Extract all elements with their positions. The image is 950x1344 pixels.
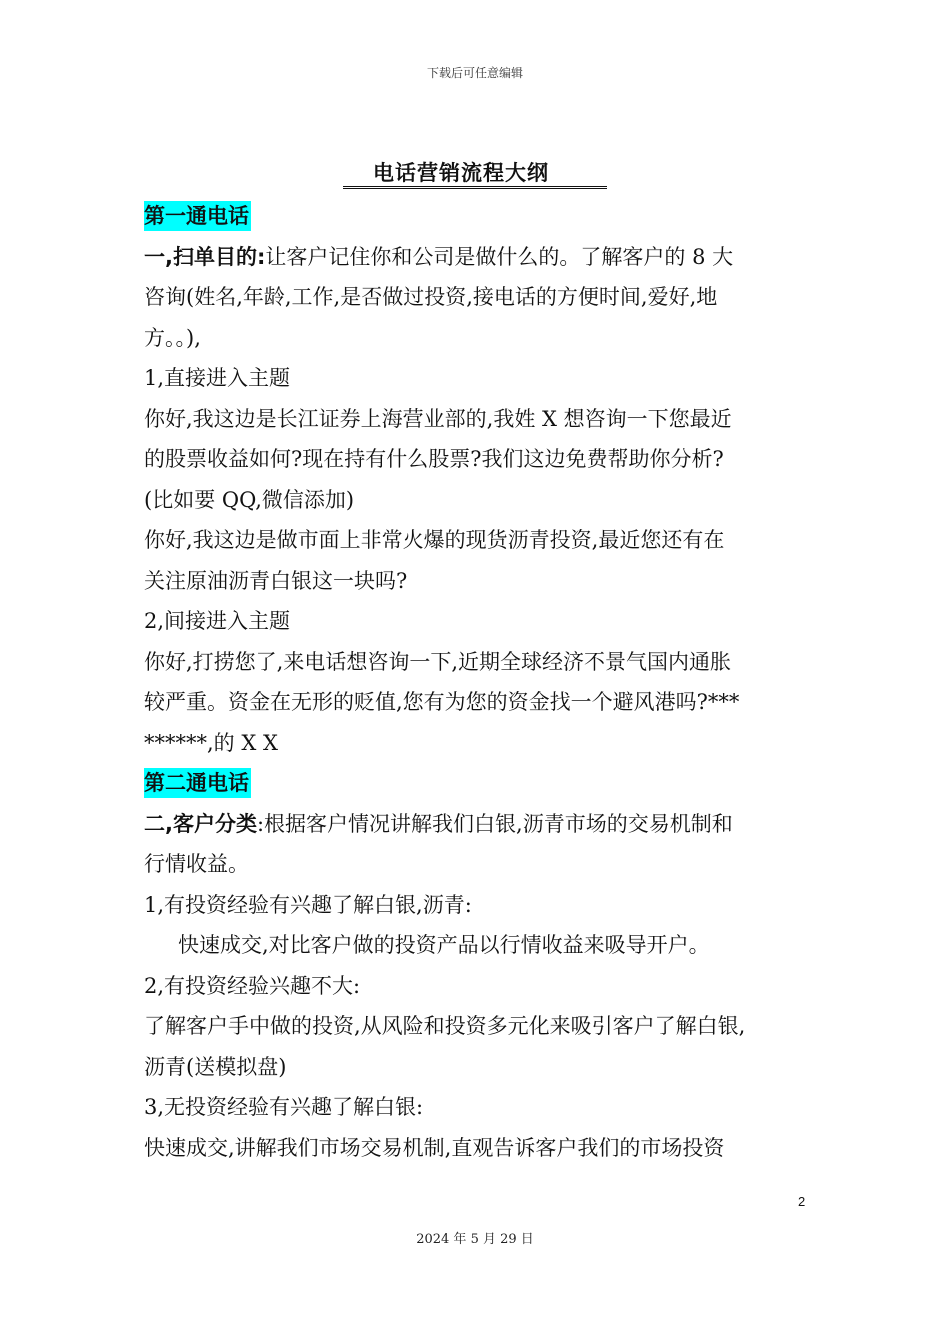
item-label: 一,扫单目的:: [144, 244, 266, 269]
paragraph-line: 方。。),: [144, 325, 201, 350]
subheading: 3,无投资经验有兴趣了解白银:: [144, 1095, 424, 1119]
paragraph-line: 了解客户手中做的投资,从风险和投资多元化来吸引客户了解白银,: [144, 1014, 746, 1038]
paragraph-line: [144, 237, 816, 278]
subheading: 1,有投资经验有兴趣了解白银,沥青:: [144, 892, 472, 917]
paragraph-line: 行情收益。: [144, 852, 249, 876]
item-text: 让客户记住你和公司是做什么的。了解客户的 8 大: [265, 244, 734, 269]
paragraph-line: 关注原油沥青白银这一块吗?: [144, 568, 408, 593]
document-title: 电话营销流程大纲: [343, 160, 607, 189]
page-footer-date: 2024 年 5 月 29 日: [416, 1232, 534, 1247]
section-heading-2: [144, 763, 816, 804]
paragraph-line: 你好,我这边是长江证券上海营业部的,我姓 X 想咨询一下您最近: [144, 406, 732, 431]
paragraph-line: [144, 804, 816, 845]
paragraph-line: ******,的 X X: [144, 730, 278, 755]
section-heading-1: [144, 196, 816, 237]
item-label: 二,客户分类: [144, 811, 257, 836]
paragraph-line: 较严重。资金在无形的贬值,您有为您的资金找一个避风港吗?***: [144, 690, 740, 714]
item-text: :根据客户情况讲解我们白银,沥青市场的交易机制和: [256, 811, 733, 836]
document-body: [144, 196, 816, 1168]
subheading: 1,直接进入主题: [144, 366, 291, 390]
page-header: 下载后可任意编辑: [426, 66, 523, 80]
highlighted-heading: 第一通电话: [144, 201, 251, 231]
paragraph-line: 咨询(姓名,年龄,工作,是否做过投资,接电话的方便时间,爱好,地: [144, 285, 718, 309]
page-number: 2: [798, 1194, 806, 1209]
paragraph-line: 你好,我这边是做市面上非常火爆的现货沥青投资,最近您还有在: [144, 528, 725, 552]
subheading: 2,有投资经验兴趣不大:: [144, 973, 361, 998]
title-container: [0, 160, 950, 189]
paragraph-line: (比如要 QQ,微信添加): [144, 487, 355, 512]
subheading: 2,间接进入主题: [144, 609, 291, 633]
paragraph-line: 快速成交,对比客户做的投资产品以行情收益来吸导开户。: [178, 933, 710, 957]
highlighted-heading: 第二通电话: [144, 768, 251, 798]
paragraph-line: 你好,打捞您了,来电话想咨询一下,近期全球经济不景气国内通胀: [144, 649, 732, 674]
paragraph-line: 的股票收益如何?现在持有什么股票?我们这边免费帮助你分析?: [144, 447, 724, 471]
paragraph-line: 沥青(送模拟盘): [144, 1054, 287, 1079]
paragraph-line: 快速成交,讲解我们市场交易机制,直观告诉客户我们的市场投资: [144, 1135, 725, 1160]
